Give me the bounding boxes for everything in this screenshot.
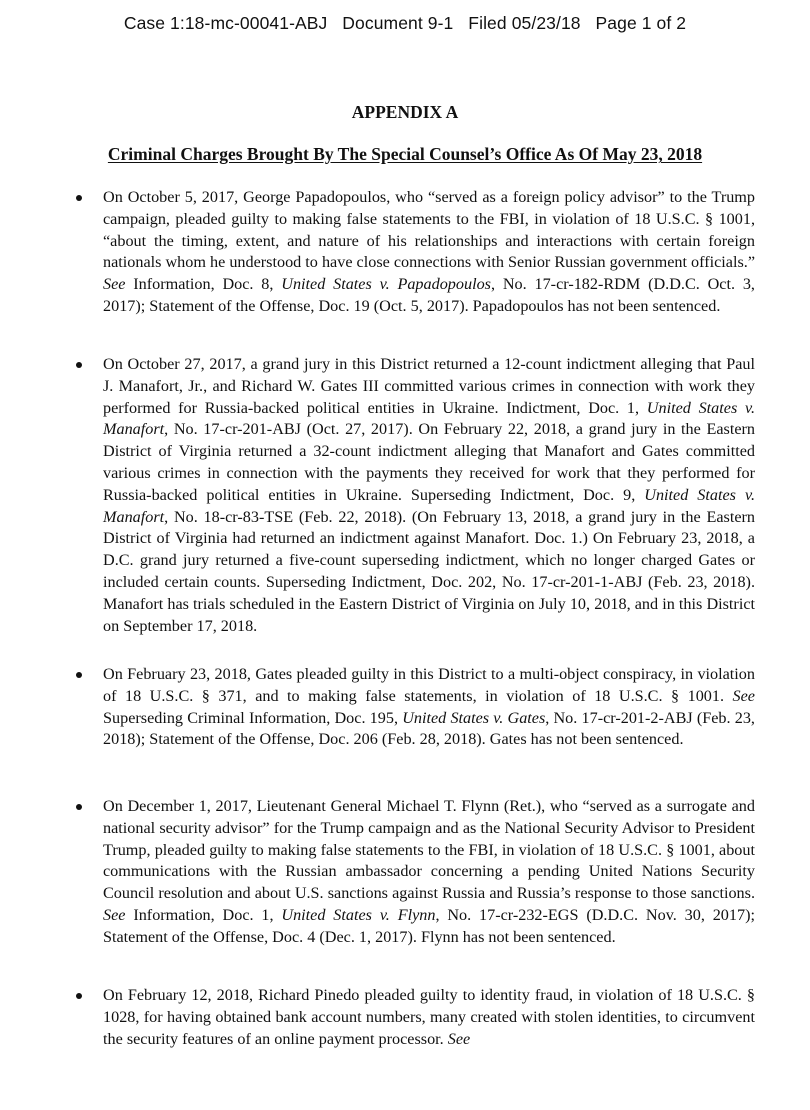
italic-citation: See: [732, 686, 755, 705]
bullet-icon: [76, 804, 82, 810]
paragraph-text: On December 1, 2017, Lieutenant General Michael T. Flynn (Ret.), who “served as a surrogate and national security advisor” for the Trump campaign and as the National Security Advisor to President Trump, pleaded guilty to making false statements to the FBI, in violation of 18 U.S.C. § 1001, about communications with the Russian ambassador concerning a pending United Nations Security Council resolution and about U.S. sanctions against Russia and Russia’s response to those sanctions.: [103, 797, 755, 903]
paragraph-text: Information, Doc. 1,: [125, 905, 282, 924]
charge-paragraph: [103, 796, 755, 949]
paragraph-text: On February 23, 2018, Gates pleaded guilty in this District to a multi-object conspiracy, in violation of 18 U.S.C. § 371, and to making false statements, in violation of 18 U.S.C. § 1001.: [103, 665, 755, 705]
paragraph-text: On October 5, 2017, George Papadopoulos, who “served as a foreign policy advisor” to the Trump campaign, pleaded guilty to making false statements to the FBI, in violation of 18 U.S.C. § 1001, “about the timing, extent, and nature of his relationships and interactions with certain foreign nationals whom he understood to have close connections with Senior Russian government officials.”: [103, 188, 756, 272]
italic-citation: United States v. Manafort: [103, 398, 755, 439]
paragraph-text: , No. 17-cr-201-2-ABJ (Feb. 23, 2018); Statement of the Offense, Doc. 206 (Feb. 28, 2018). Gates has not been sentenced.: [103, 708, 755, 749]
bullet-icon: [76, 195, 82, 201]
case-number: Case 1:18-mc-00041-ABJ: [123, 13, 328, 33]
bullet-icon: [76, 993, 82, 999]
court-filing-header: [0, 13, 810, 34]
charge-paragraph: [103, 985, 755, 1050]
paragraph-text: On October 27, 2017, a grand jury in this District returned a 12-count indictment alleging that Paul J. Manafort, Jr., and Richard W. Gates III committed various crimes in connection with work they performed for Russia-backed political entities in Ukraine. Indictment, Doc. 1,: [103, 355, 755, 417]
section-subtitle: Criminal Charges Brought By The Special Counsel’s Office As Of May 23, 2018: [107, 144, 703, 164]
paragraph-text: Superseding Criminal Information, Doc. 195,: [103, 708, 403, 727]
italic-citation: See: [103, 905, 126, 924]
charge-paragraph: [103, 664, 755, 751]
paragraph-text: , No. 18-cr-83-TSE (Feb. 22, 2018). (On February 13, 2018, a grand jury in the Eastern District of Virginia had returned an indictment against Manafort. Doc. 1.) On February 23, 2018, a D.C. grand jury returned a five-count superseding indictment, which no longer charged Gates or included certain counts. Superseding Indictment, Doc. 202, No. 17-cr-201-1-ABJ (Feb. 23, 2018). Manafort has trials scheduled in the Eastern District of Virginia on July 10, 2018, and in this District on September 17, 2018.: [103, 507, 755, 635]
document-number: Document 9-1: [342, 13, 454, 33]
italic-citation: United States v. Flynn: [281, 905, 436, 924]
italic-citation: United States v. Gates: [402, 708, 546, 727]
italic-citation: See: [447, 1029, 471, 1048]
italic-citation: See: [103, 275, 126, 294]
appendix-title: APPENDIX A: [351, 102, 459, 122]
paragraph-text: , No. 17-cr-201-ABJ (Oct. 27, 2017). On February 22, 2018, a grand jury in the Eastern District of Virginia returned a 32-count indictment alleging that Manafort and Gates committed various crimes in connection with the payments they received for work that they performed for Russia-backed political entities in Ukraine. Superseding Indictment, Doc. 9,: [103, 420, 755, 504]
page-indicator: Page 1 of 2: [595, 13, 687, 33]
italic-citation: United States v. Manafort: [103, 485, 755, 526]
italic-citation: United States v. Papadopoulos: [281, 275, 491, 294]
charge-paragraph: [103, 187, 755, 318]
charge-paragraph: [103, 354, 755, 637]
filed-date: Filed 05/23/18: [468, 13, 581, 33]
bullet-icon: [76, 672, 82, 678]
paragraph-text: , No. 17-cr-232-EGS (D.D.C. Nov. 30, 2017); Statement of the Offense, Doc. 4 (Dec. 1, 2017). Flynn has not been sentenced.: [103, 905, 755, 946]
bullet-icon: [76, 362, 82, 368]
paragraph-text: , No. 17-cr-182-RDM (D.D.C. Oct. 3, 2017); Statement of the Offense, Doc. 19 (Oct. 5, 2017). Papadopoulos has not been sentenced.: [103, 275, 755, 315]
paragraph-text: On February 12, 2018, Richard Pinedo pleaded guilty to identity fraud, in violation of 18 U.S.C. § 1028, for having obtained bank account numbers, many created with stolen identities, to circumvent the security features of an online payment processor.: [103, 986, 755, 1048]
paragraph-text: Information, Doc. 8,: [125, 275, 282, 294]
